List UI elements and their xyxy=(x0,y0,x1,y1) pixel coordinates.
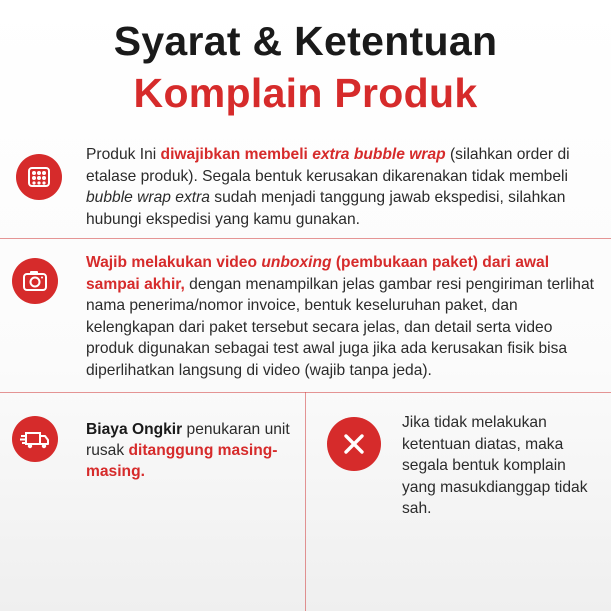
bubble-text-5: bubble wrap extra xyxy=(86,189,210,206)
divider-vertical xyxy=(305,392,306,611)
bubble-wrap-paragraph xyxy=(86,144,601,230)
ongkir-text-3: ditanggung masing-masing. xyxy=(86,442,278,480)
video-text-1: Wajib melakukan video xyxy=(86,254,262,271)
ongkir-paragraph xyxy=(86,419,296,482)
ongkir-text-1: Biaya Ongkir xyxy=(86,421,183,438)
bubble-text-2: diwajibkan membeli xyxy=(160,146,313,163)
camera-icon-circle xyxy=(12,258,58,304)
bubble-wrap-icon xyxy=(24,162,54,192)
video-paragraph xyxy=(86,252,601,381)
divider-1 xyxy=(0,238,611,239)
bubble-text-3: extra bubble wrap xyxy=(312,146,446,163)
title-line-1: Syarat & Ketentuan xyxy=(113,18,498,64)
video-text-4: dengan menampilkan jelas gambar resi pengiriman terlihat nama penerima/nomor invoice, bentuk keseluruhan paket, dan kelengkapan dari paket tersebut secara jelas, dan detail serta video produk digunakan sebagai test awal juga jika ada kerusakan fisik bisa diperlihatkan langsung di video (wajib tanpa jeda). xyxy=(86,275,594,379)
bubble-text-6: sudah menjadi tanggung jawab ekspedisi, silahkan hubungi ekspedisi yang kamu gunakan. xyxy=(86,189,566,228)
reject-paragraph: Jika tidak melakukan ketentuan diatas, maka segala bentuk komplain yang masukdianggap tidak sah. xyxy=(402,414,588,517)
bubble-text-4: (silahkan order di etalase produk). Segala bentuk kerusakan dikarenakan tidak membeli xyxy=(86,146,570,185)
ongkir-text-2: penukaran unit rusak xyxy=(86,421,290,459)
close-icon-circle xyxy=(327,417,381,471)
close-icon xyxy=(342,432,366,456)
delivery-truck-icon-circle xyxy=(12,416,58,462)
video-text-3: (pembukaan paket) dari awal sampai akhir, xyxy=(86,254,550,293)
video-text-2: unboxing xyxy=(261,254,332,271)
title-line-2: Komplain Produk xyxy=(133,70,478,116)
delivery-truck-icon xyxy=(19,424,51,454)
bubble-wrap-icon-circle xyxy=(16,154,62,200)
camera-icon xyxy=(20,266,50,296)
bubble-text-1: Produk Ini xyxy=(86,146,161,163)
